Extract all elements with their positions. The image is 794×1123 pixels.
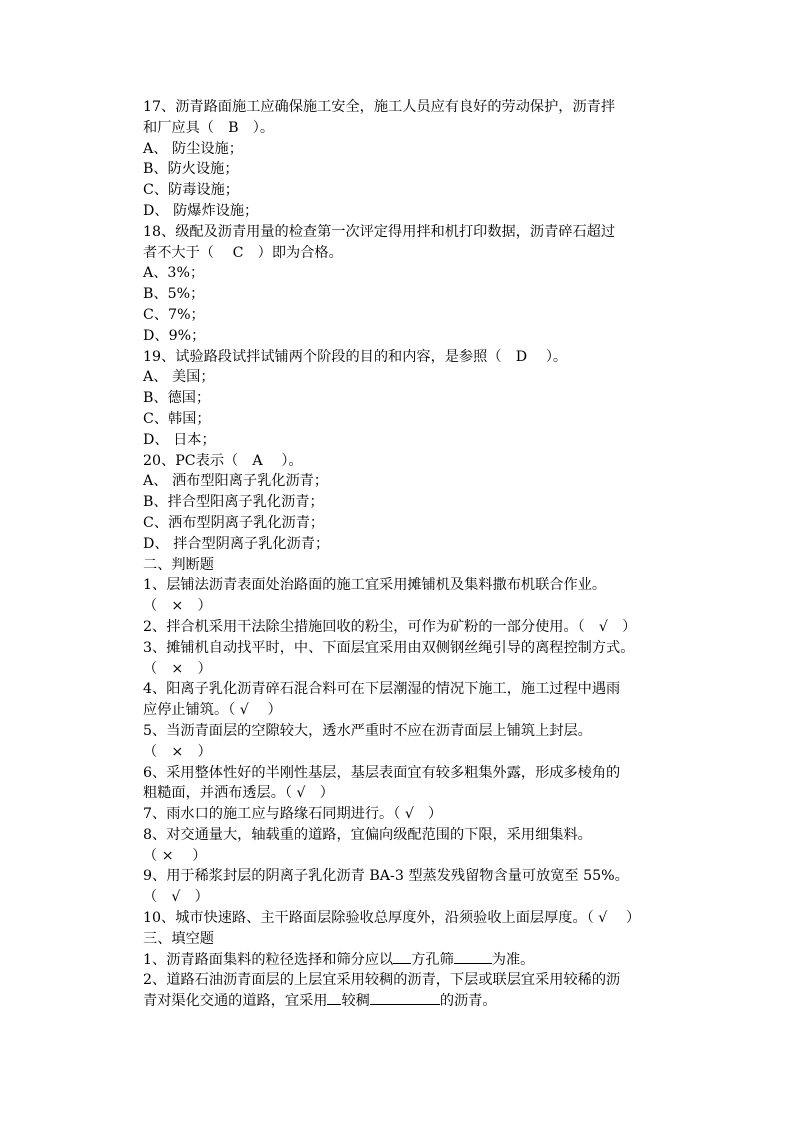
- text-line: D、 拌合型阴离子乳化沥青；: [143, 535, 330, 552]
- fill-question-2-line1: 2、道路石油沥青面层的上层宜采用较稠的沥青，下层或联层宜采用较稀的沥: [143, 972, 621, 989]
- text-line: C、洒布型阴离子乳化沥青；: [143, 514, 325, 531]
- text-line: 5、当沥青面层的空隙较大，透水严重时不应在沥青面层上铺筑上封层。: [143, 722, 592, 739]
- text-line: B、拌合型阳离子乳化沥青；: [143, 494, 324, 511]
- text-line: 10、城市快速路、主干路面层除验收总厚度外，沿须验收上面层厚度。（ √ ）: [143, 910, 641, 927]
- text-line: D、 防爆炸设施；: [143, 202, 259, 219]
- fill-text: 为准。: [491, 951, 535, 968]
- text-line: A、 美国；: [143, 369, 215, 386]
- text-line: C、7%；: [143, 306, 205, 323]
- text-line: 粗糙面，并洒布透层。（ √ ）: [143, 785, 334, 802]
- text-line: （ × ）: [143, 660, 212, 677]
- text-line: 17、沥青路面施工应确保施工安全，施工人员应有良好的劳动保护，沥青拌: [143, 99, 616, 115]
- text-line: 4、阳离子乳化沥青碎石混合料可在下层潮湿的情况下施工，施工过程中遇雨: [143, 681, 621, 698]
- text-line: C、韩国；: [143, 410, 211, 427]
- text-line: 19、试验路段试拌试铺两个阶段的目的和内容，是参照（ D ）。: [143, 348, 568, 365]
- fill-answer: 方孔筛: [411, 951, 454, 968]
- answer-blank: [327, 1004, 341, 1005]
- fill-text: 青对渠化交通的道路，宜采用: [143, 993, 328, 1010]
- text-line: 2、拌合机采用干法除尘措施回收的粉尘，可作为矿粉的一部分使用。（ √ ）: [143, 618, 637, 635]
- text-line: B、5%；: [143, 286, 205, 303]
- text-line: B、德国；: [143, 390, 211, 407]
- text-line: （ √ ）: [143, 889, 209, 906]
- text-line: 7、雨水口的施工应与路缘石同期进行。（ √ ）: [143, 806, 443, 823]
- text-line: 者不大于（ C ）即为合格。: [143, 244, 343, 261]
- text-line: 应停止铺筑。（ √ ）: [143, 702, 282, 719]
- text-line: 18、级配及沥青用量的检查第一次评定得用拌和机打印数据，沥青碎石超过: [143, 223, 616, 240]
- text-line: 和厂应具（ B ）。: [143, 119, 275, 136]
- text-line: A、 洒布型阳离子乳化沥青；: [143, 473, 329, 490]
- text-line: D、9%；: [143, 327, 206, 344]
- text-line: D、 日本；: [143, 431, 216, 448]
- text-line: C、防毒设施；: [143, 182, 239, 199]
- fill-text: 1、沥青路面集料的粒径选择和筛分应以: [143, 951, 394, 968]
- text-line: B、防火设施；: [143, 161, 239, 178]
- text-line: 1、层铺法沥青表面处治路面的施工宜采用摊铺机及集料撒布机联合作业。: [143, 577, 607, 594]
- text-line: （ × ）: [143, 598, 212, 615]
- text-line: A、3%；: [143, 265, 205, 282]
- fill-answer: 较稠: [341, 993, 370, 1010]
- document-body: [143, 97, 703, 1012]
- text-line: 8、对交通量大，轴载重的道路，宜偏向级配范围的下限，采用细集料。: [143, 826, 592, 843]
- answer-blank: [370, 1004, 440, 1005]
- text-line: 6、采用整体性好的半刚性基层，基层表面宜有较多粗集外露，形成多棱角的: [143, 764, 621, 781]
- section-heading: 二、判断题: [143, 556, 214, 573]
- fill-text: 的沥青。: [439, 993, 497, 1010]
- answer-blank: [393, 963, 411, 964]
- section-heading: 三、填空题: [143, 930, 214, 947]
- text-line: A、 防尘设施；: [143, 140, 243, 157]
- text-line: （ × ）: [143, 847, 207, 864]
- answer-blank: [454, 963, 492, 964]
- fill-question-1: [143, 950, 703, 971]
- text-line: 3、摊铺机自动找平时，中、下面层宜采用由双侧钢丝绳引导的离程控制方式。: [143, 639, 635, 656]
- text-line: （ × ）: [143, 743, 212, 760]
- text-line: 20、PC表示（ A ）。: [143, 452, 303, 469]
- fill-question-2-line2: [143, 991, 703, 1012]
- text-line: 9、用于稀浆封层的阴离子乳化沥青 BA-3 型蒸发残留物含量可放宽至 55%。: [143, 868, 629, 885]
